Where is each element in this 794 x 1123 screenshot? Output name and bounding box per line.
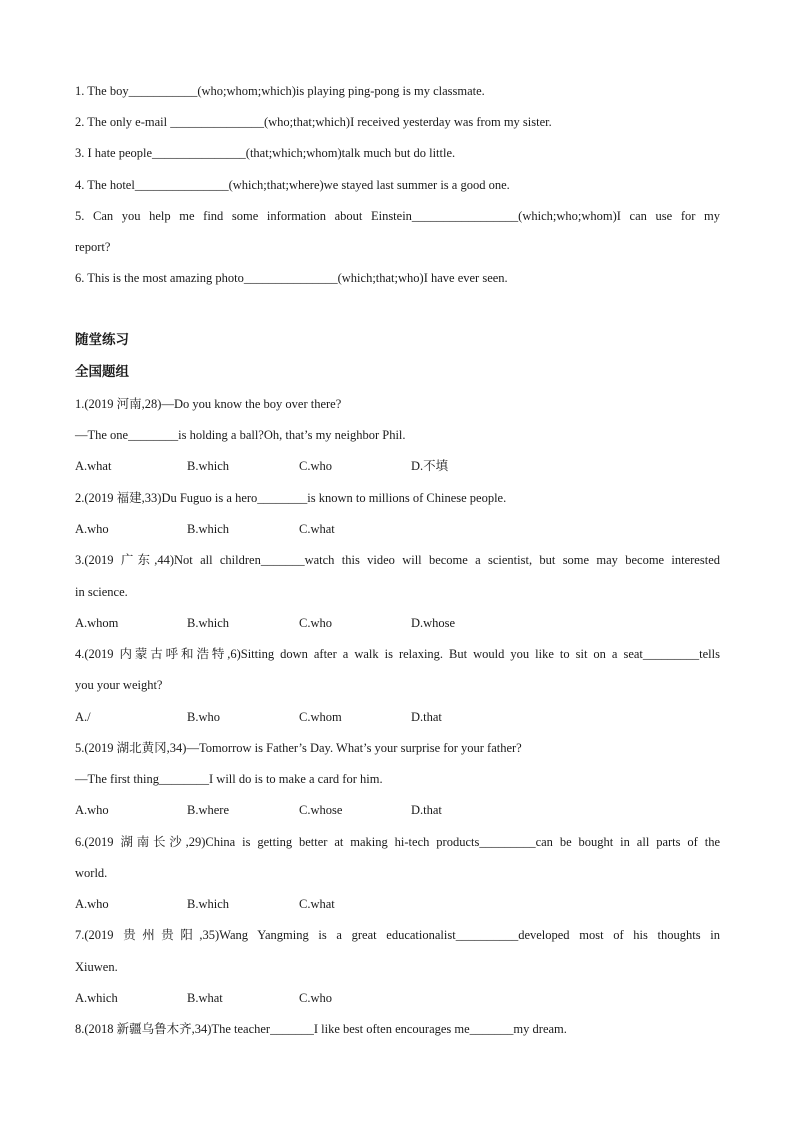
option-a: A.which bbox=[75, 991, 118, 1005]
question-line: —The first thing________I will do is to make a card for him. bbox=[75, 772, 383, 786]
question-line: 4.(2019 内蒙古呼和浩特,6)Sitting down after a walk is relaxing. But would you like to sit on a seat_________tells bbox=[75, 647, 720, 661]
question-line: Xiuwen. bbox=[75, 960, 118, 974]
option-c: C.who bbox=[299, 459, 332, 473]
option-d: D.that bbox=[411, 710, 442, 724]
option-a: A.who bbox=[75, 522, 109, 536]
question-line: you your weight? bbox=[75, 678, 163, 692]
option-b: B.which bbox=[187, 459, 230, 473]
section-title: 随堂练习 bbox=[75, 332, 129, 348]
option-a: A.whom bbox=[75, 616, 119, 630]
option-c: C.whose bbox=[299, 803, 343, 817]
question-line: 6.(2019 湖南长沙,29)China is getting better at making hi-tech products_________can be bought in all parts of the bbox=[75, 835, 720, 849]
option-a: A.what bbox=[75, 459, 112, 473]
intro-line: 2. The only e-mail _______________(who;that;which)I received yesterday was from my sister. bbox=[75, 115, 552, 129]
group-title: 全国题组 bbox=[75, 364, 129, 380]
question-line: —The one________is holding a ball?Oh, that’s my neighbor Phil. bbox=[75, 428, 406, 442]
option-c: C.whom bbox=[299, 710, 342, 724]
option-c: C.what bbox=[299, 522, 335, 536]
option-c: C.who bbox=[299, 991, 332, 1005]
intro-line: 4. The hotel_______________(which;that;where)we stayed last summer is a good one. bbox=[75, 178, 510, 192]
question-line: in science. bbox=[75, 585, 128, 599]
option-c: C.who bbox=[299, 616, 332, 630]
question-line: 3.(2019 广东,44)Not all children_______watch this video will become a scientist, but some may become interested bbox=[75, 553, 720, 567]
intro-line: report? bbox=[75, 240, 111, 254]
option-d: D.不填 bbox=[411, 459, 449, 473]
option-a: A./ bbox=[75, 710, 91, 724]
option-c: C.what bbox=[299, 897, 335, 911]
question-line: 8.(2018 新疆乌鲁木齐,34)The teacher_______I like best often encourages me_______my dream. bbox=[75, 1022, 567, 1036]
option-b: B.which bbox=[187, 522, 230, 536]
intro-line: 1. The boy___________(who;whom;which)is playing ping-pong is my classmate. bbox=[75, 84, 485, 98]
question-line: 7.(2019 贵州贵阳,35)Wang Yangming is a great educationalist__________developed most of his thoughts in bbox=[75, 928, 720, 942]
intro-line: 6. This is the most amazing photo_______________(which;that;who)I have ever seen. bbox=[75, 271, 508, 285]
option-a: A.who bbox=[75, 803, 109, 817]
option-b: B.what bbox=[187, 991, 223, 1005]
option-b: B.which bbox=[187, 616, 230, 630]
question-line: 5.(2019 湖北黄冈,34)—Tomorrow is Father’s Day. What’s your surprise for your father? bbox=[75, 741, 522, 755]
question-line: world. bbox=[75, 866, 108, 880]
option-b: B.who bbox=[187, 710, 220, 724]
option-a: A.who bbox=[75, 897, 109, 911]
question-line: 1.(2019 河南,28)—Do you know the boy over there? bbox=[75, 397, 342, 411]
option-d: D.whose bbox=[411, 616, 456, 630]
option-d: D.that bbox=[411, 803, 442, 817]
question-line: 2.(2019 福建,33)Du Fuguo is a hero________is known to millions of Chinese people. bbox=[75, 491, 507, 505]
intro-line: 5. Can you help me find some information about Einstein_________________(which;who;whom)I can use for my bbox=[75, 209, 720, 223]
option-b: B.where bbox=[187, 803, 229, 817]
option-b: B.which bbox=[187, 897, 230, 911]
intro-line: 3. I hate people_______________(that;which;whom)talk much but do little. bbox=[75, 146, 456, 160]
